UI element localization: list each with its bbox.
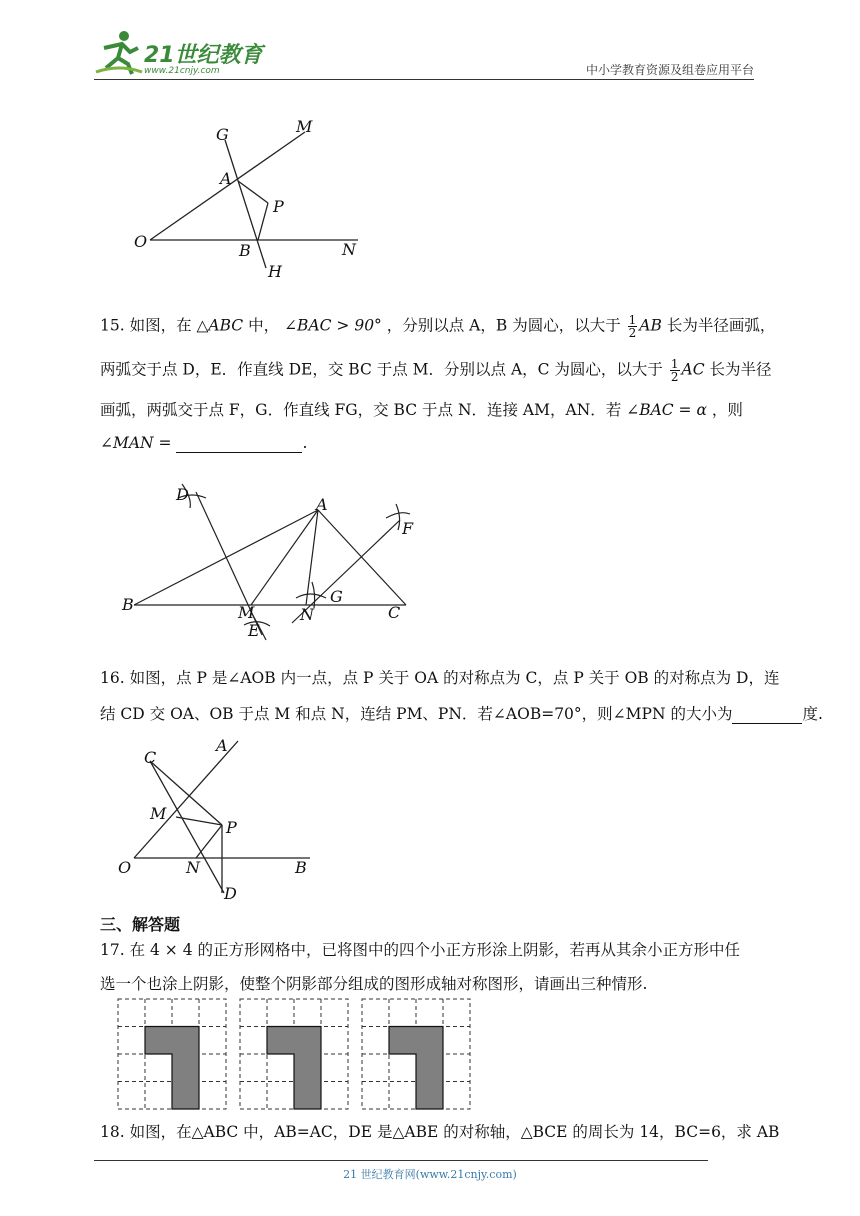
figure-q14	[120, 110, 380, 285]
q17-line2: 选一个也涂上阴影，使整个阴影部分组成的图形成轴对称图形，请画出三种情形.	[100, 975, 648, 993]
frac-num: 1	[628, 313, 637, 327]
label-A: A	[220, 169, 232, 188]
label-N: N	[342, 240, 356, 259]
q16-text: 度.	[802, 705, 823, 723]
brand-url: www.21cnjy.com	[144, 66, 220, 76]
label-D: D	[176, 485, 189, 504]
label-M: M	[296, 117, 313, 136]
figure-q15	[110, 470, 430, 650]
label-B: B	[122, 595, 134, 614]
q16-line2	[100, 704, 823, 724]
q15-line3	[100, 400, 743, 420]
q17-line1: 17. 在 4 × 4 的正方形网格中，已将图中的四个小正方形涂上阴影，若再从其余小正方形中任	[100, 941, 740, 959]
q16-line1: 16. 如图，点 P 是∠AOB 内一点，点 P 关于 OA 的对称点为 C，点 P 关于 OB 的对称点为 D，连	[100, 669, 780, 687]
grid-1[interactable]	[118, 999, 226, 1109]
q16-text: 结 CD 交 OA、OB 于点 M 和点 N，连结 PM、PN．若∠AOB=70°，则∠MPN 的大小为	[100, 705, 733, 723]
label-E: E	[248, 621, 260, 640]
q15-text: 两弧交于点 D，E．作直线 DE，交 BC 于点 M．分别以点 A，C 为圆心，以大于	[100, 360, 663, 379]
label-P: P	[273, 197, 284, 216]
q18-line1: 18. 如图，在△ABC 中，AB=AC，DE 是△ABE 的对称轴，△BCE 的周长为 14，BC=6，求 AB	[100, 1123, 780, 1141]
fraction-half	[670, 358, 680, 383]
label-C: C	[388, 603, 401, 622]
q15-given: ∠BAC = α	[626, 401, 707, 419]
q15-text: .	[302, 434, 308, 452]
figure-q16	[110, 733, 330, 905]
footer-link[interactable]: 21 世纪教育网(www.21cnjy.com)	[343, 1168, 517, 1181]
label-M: M	[150, 804, 167, 823]
q15-text: 长为半径	[709, 360, 772, 379]
label-A: A	[216, 736, 228, 755]
brand-logo	[94, 28, 274, 78]
answer-blank[interactable]	[176, 436, 302, 453]
q15-text: 中，	[248, 316, 280, 335]
q15-line4	[100, 433, 307, 453]
label-A: A	[316, 495, 328, 514]
q15-text: ，则	[711, 401, 743, 419]
label-G: G	[330, 587, 343, 606]
label-F: F	[402, 519, 414, 538]
runner-logo-icon	[94, 28, 144, 76]
q15-line1	[100, 314, 775, 339]
label-M: M	[238, 603, 255, 622]
label-H: H	[268, 262, 282, 281]
q15-text: 长为半径画弧，	[666, 316, 776, 335]
label-C: C	[144, 748, 157, 767]
answer-blank[interactable]	[732, 707, 802, 724]
header-divider	[94, 79, 754, 80]
grid-set-q17	[116, 998, 478, 1110]
q15-triangle: △ABC	[196, 316, 244, 335]
footer-divider	[94, 1160, 708, 1161]
section-title: 三、解答题	[100, 915, 181, 934]
brand-name: 21世纪教育	[144, 43, 263, 68]
label-B: B	[239, 241, 251, 260]
q15-answer-label: ∠MAN =	[100, 434, 172, 452]
segment-ac: AC	[681, 360, 705, 379]
q15-line2	[100, 358, 772, 383]
q15-text: 画弧，两弧交于点 F，G．作直线 FG，交 BC 于点 N．连接 AM，AN．若	[100, 401, 622, 419]
frac-num: 1	[670, 357, 679, 371]
label-N: N	[300, 605, 314, 624]
q15-text: 15. 如图，在	[100, 316, 192, 335]
grid-3[interactable]	[362, 999, 470, 1109]
label-N: N	[186, 858, 200, 877]
frac-den: 2	[628, 326, 637, 340]
label-D: D	[224, 884, 237, 903]
fraction-half	[628, 314, 638, 339]
grid-2[interactable]	[240, 999, 348, 1109]
q15-text: ，分别以点 A，B 为圆心，以大于	[386, 316, 621, 335]
segment-ab: AB	[639, 316, 662, 335]
label-P: P	[226, 818, 237, 837]
frac-den: 2	[670, 370, 679, 384]
label-G: G	[216, 125, 229, 144]
header-tagline: 中小学教育资源及组卷应用平台	[585, 63, 754, 77]
q15-condition: ∠BAC > 90°	[284, 316, 382, 335]
label-O: O	[118, 858, 132, 877]
label-B: B	[295, 858, 307, 877]
label-O: O	[134, 232, 148, 251]
